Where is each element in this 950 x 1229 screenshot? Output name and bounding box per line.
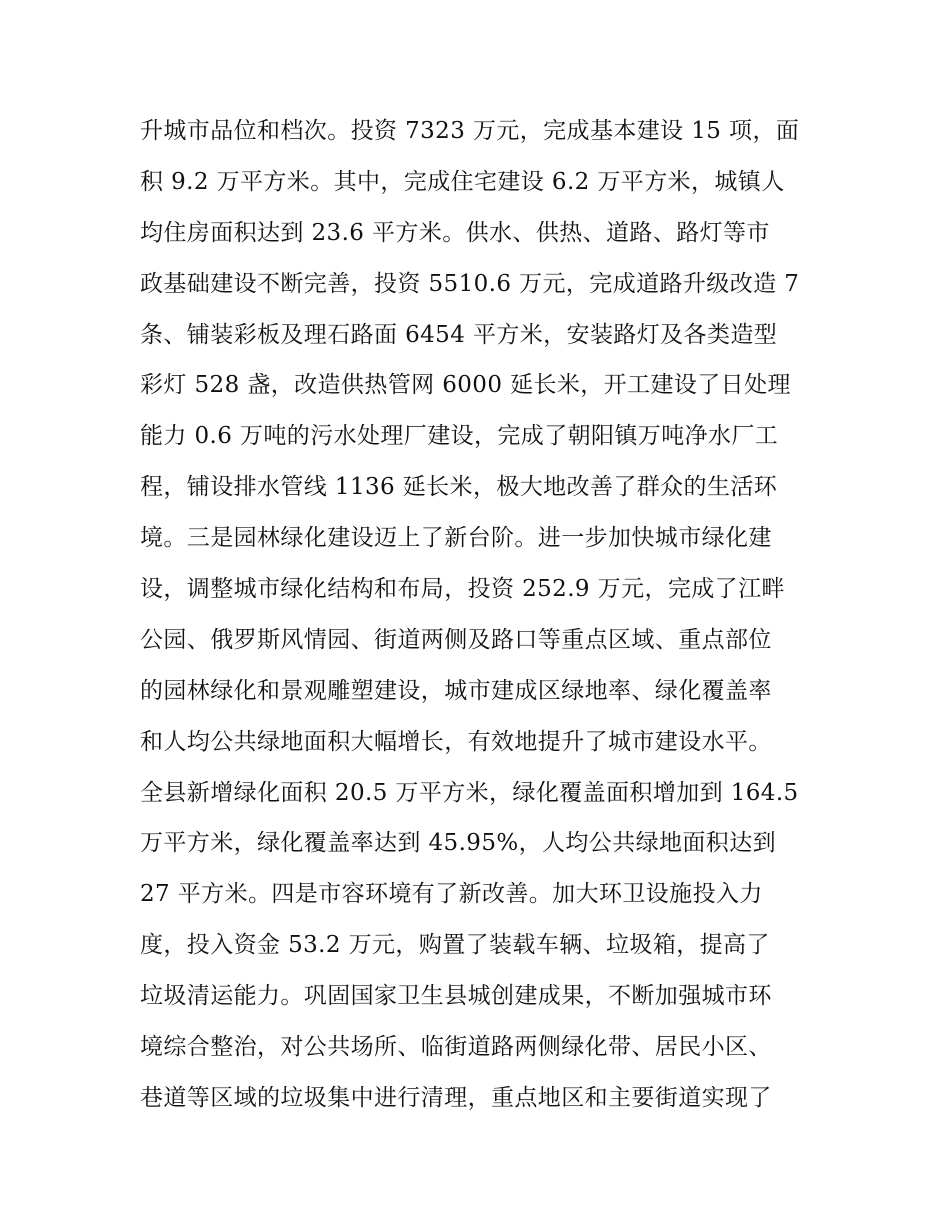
text-line: 公园、俄罗斯风情园、街道两侧及路口等重点区域、重点部位	[140, 626, 772, 653]
text-line: 全县新增绿化面积 20.5 万平方米，绿化覆盖面积增加到 164.5	[140, 779, 799, 806]
text-line: 的园林绿化和景观雕塑建设，城市建成区绿地率、绿化覆盖率	[140, 677, 772, 704]
text-line: 政基础建设不断完善，投资 5510.6 万元，完成道路升级改造 7	[140, 270, 800, 297]
text-line: 和人均公共绿地面积大幅增长，有效地提升了城市建设水平。	[140, 728, 772, 755]
text-line: 设，调整城市绿化结构和布局，投资 252.9 万元，完成了江畔	[140, 576, 785, 603]
text-line: 条、铺装彩板及理石路面 6454 平方米，安装路灯及各类造型	[140, 321, 778, 348]
text-line: 垃圾清运能力。巩固国家卫生县城创建成果，不断加强城市环	[140, 983, 772, 1010]
text-line: 境综合整治，对公共场所、临街道路两侧绿化带、居民小区、	[140, 1034, 772, 1061]
text-line: 升城市品位和档次。投资 7323 万元，完成基本建设 15 项，面	[140, 118, 800, 144]
text-line: 巷道等区域的垃圾集中进行清理，重点地区和主要街道实现了	[140, 1084, 772, 1111]
text-line: 程，铺设排水管线 1136 延长米，极大地改善了群众的生活环	[140, 474, 778, 501]
text-line: 彩灯 528 盏，改造供热管网 6000 延长米，开工建设了日处理	[140, 372, 791, 399]
text-line: 境。三是园林绿化建设迈上了新台阶。进一步加快城市绿化建	[140, 525, 772, 552]
text-line: 均住房面积达到 23.6 平方米。供水、供热、道路、路灯等市	[140, 219, 770, 246]
text-line: 能力 0.6 万吨的污水处理厂建设，完成了朝阳镇万吨净水厂工	[140, 423, 779, 450]
text-line: 度，投入资金 53.2 万元，购置了装载车辆、垃圾箱，提高了	[140, 932, 770, 959]
text-line: 积 9.2 万平方米。其中，完成住宅建设 6.2 万平方米，城镇人	[140, 168, 785, 195]
body-paragraph	[140, 106, 830, 1124]
text-line: 万平方米，绿化覆盖率达到 45.95%，人均公共绿地面积达到	[140, 830, 777, 857]
text-line: 27 平方米。四是市容环境有了新改善。加大环卫设施投入力	[140, 881, 763, 908]
